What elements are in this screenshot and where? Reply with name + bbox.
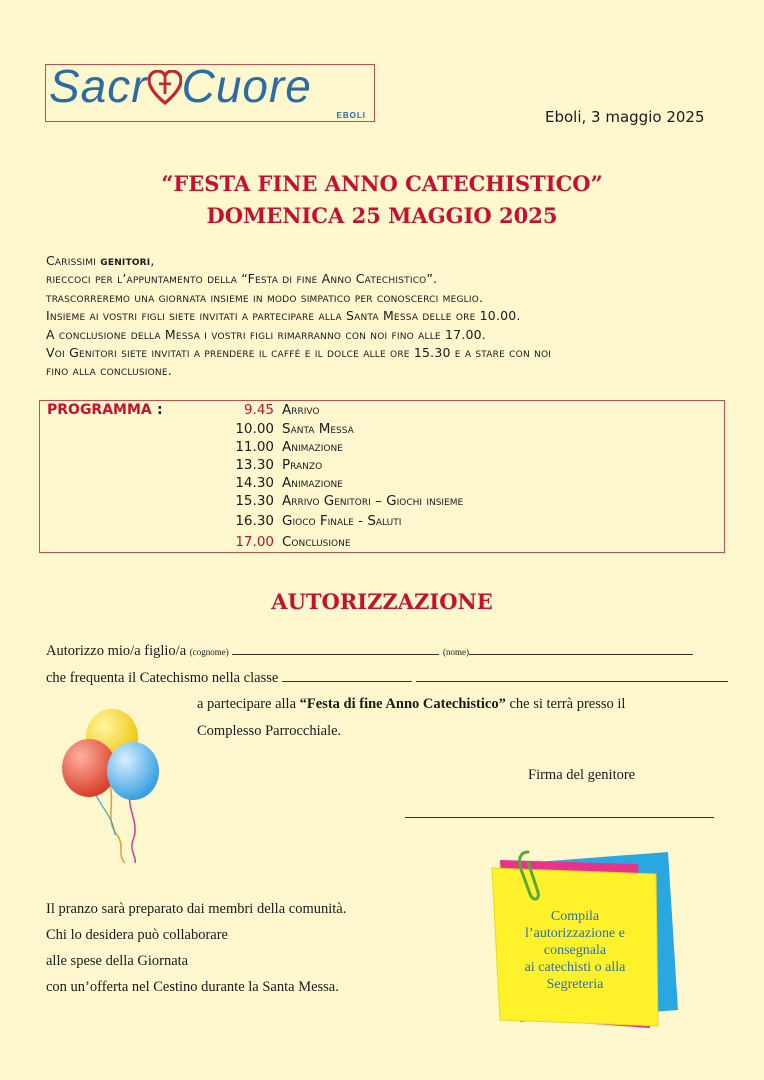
intro-line: A conclusione della Messa i vostri figli rimarranno con noi fino alle 17.00. [46,326,486,342]
program-time: 17.00 [235,534,274,550]
intro-line: rieccoci per l’appuntamento della “Festa di fine Anno Catechistico”. [46,271,438,287]
program-activity: Animazione [282,439,343,455]
program-activity: Animazione [282,475,343,491]
program-item [228,493,463,509]
program-item [228,402,319,418]
program-item [228,513,401,529]
program-activity: Pranzo [282,457,323,473]
program-item [228,534,351,550]
signature-label: Firma del genitore [528,767,636,783]
authorization-line-1: Autorizzo mio/a figlio/a (cognome) (nome) [46,642,693,660]
program-time: 10.00 [235,421,274,437]
logo-text [49,59,312,113]
program-time: 14.30 [235,475,274,491]
program-time: 15.30 [235,493,274,509]
greeting-recipient: genitori [100,253,151,268]
program-activity: Conclusione [282,534,351,550]
lunch-note-line: alle spese della Giornata [46,953,189,969]
logo [45,60,375,122]
surname-field[interactable] [232,642,439,655]
program-item [228,421,354,437]
class-field[interactable] [282,669,412,682]
title-line-2: DOMENICA 25 MAGGIO 2025 [206,203,558,228]
authorization-line-3: a partecipare alla “Festa di fine Anno Catechistico” che si terrà presso il [197,696,626,712]
authorization-title: AUTORIZZAZIONE [271,589,493,614]
balloons-icon [55,705,170,865]
program-activity: Arrivo [282,402,320,418]
lunch-note-line: Chi lo desidera può collaborare [46,927,228,943]
program-time: 11.00 [235,439,274,455]
sticky-note [488,850,728,1030]
program-time: 13.30 [235,457,274,473]
name-field[interactable] [469,642,693,655]
intro-line: trascorreremo una giornata insieme in modo simpatico per conoscerci meglio. [46,289,484,305]
program-colon: : [157,402,163,418]
surname-label: (cognome) [189,647,229,657]
logo-subtitle: EBOLI [336,111,366,120]
intro-line: Voi Genitori siete invitati a prendere il caffè e il dolce alle ore 15.30 e a stare con noi [46,345,552,361]
program-item [228,457,322,473]
program-activity: Gioco Finale - Saluti [282,513,402,529]
greeting: Carissimi genitori, [46,253,155,268]
event-name: “Festa di fine Anno Catechistico” [299,696,506,712]
program-activity: Santa Messa [282,421,354,437]
logo-part2: Cuore [181,60,312,112]
intro-line: Insieme ai vostri figli siete invitati a partecipare alla Santa Messa delle ore 10.00. [46,308,521,324]
program-box [39,400,725,553]
program-activity: Arrivo Genitori – Giochi insieme [282,493,464,509]
program-item [228,439,343,455]
logo-part1: Sacr [49,60,148,112]
lunch-note-line: con un’offerta nel Cestino durante la Santa Messa. [46,979,339,995]
intro-line: fino alla conclusione. [46,363,172,379]
document-date: Eboli, 3 maggio 2025 [545,108,705,126]
heart-cross-icon [148,70,182,106]
sticky-note-text: Compila l’autorizzazione e consegnala ai catechisti o alla Segreteria [524,909,626,992]
class-section-field[interactable] [416,669,728,682]
authorization-line-4: Complesso Parrocchiale. [197,723,342,739]
program-time: 16.30 [235,513,274,529]
intro-text [46,252,736,381]
program-item [228,475,343,491]
name-label: (nome) [443,647,469,657]
signature-field[interactable] [405,817,714,818]
lunch-note-line: Il pranzo sarà preparato dai membri della comunità. [46,901,347,917]
program-time: 9.45 [243,402,274,418]
program-label: PROGRAMMA [47,402,152,418]
authorization-line-2: che frequenta il Catechismo nella classe [46,669,728,687]
title-line-1: “FESTA FINE ANNO CATECHISTICO” [161,171,603,196]
